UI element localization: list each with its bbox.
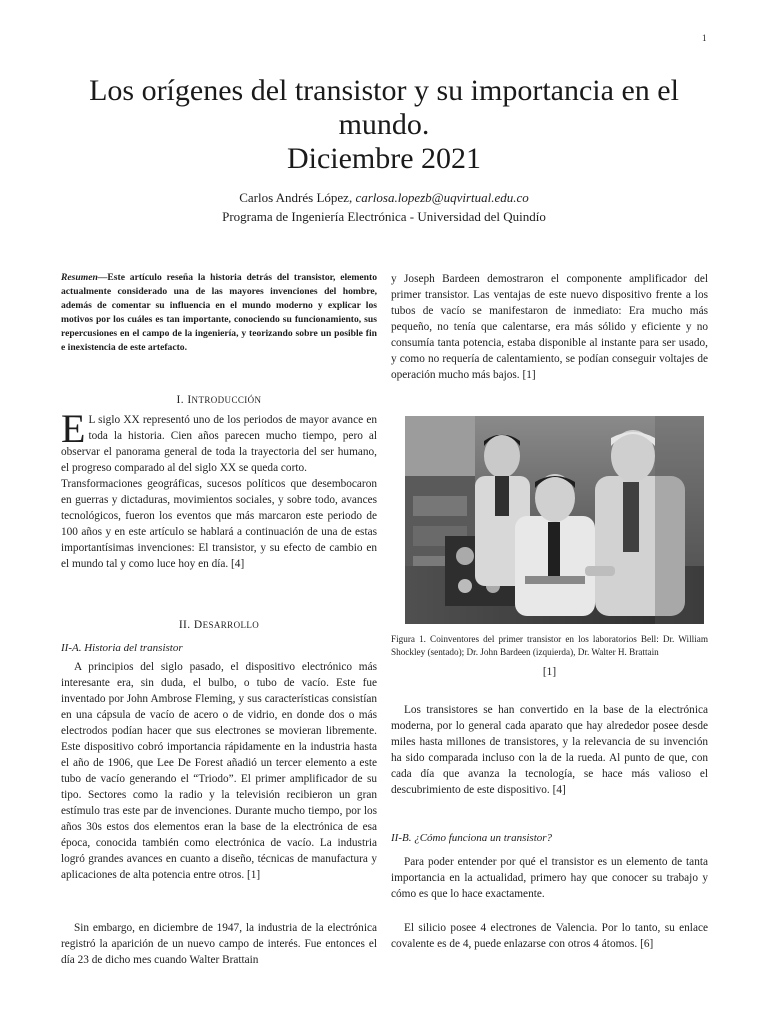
title-line-2: mundo. [338, 108, 430, 141]
abstract [61, 271, 377, 355]
author-email: carlosa.lopezb@uqvirtual.edu.co [355, 190, 529, 205]
figure-reference: [1] [542, 666, 557, 678]
right-paragraph-1: y Joseph Bardeen demostraron el componente amplificador del primer transistor. Las ventajas de este nuevo dispositivo frente a los tubos de vacío se manifestaron de inmediato: Era mucho más pequeño, no tenía que calentarse, era más sólido y eficiente y no consumía tanta potencia, estaba disponible al instante para ser usado, y como no requería de calentamiento, se podían conseguir voltajes de operación mucho más bajos. [1] [391, 273, 708, 381]
history-paragraph-2: Sin embargo, en diciembre de 1947, la industria de la electrónica registró la aparición de un nuevo campo de interés. Fue entonces el día 23 de dicho mes cuando Walter Brattain [61, 922, 377, 966]
title-line-1: Los orígenes del transistor y su importancia en el [89, 74, 679, 107]
right-paragraph-3: Para poder entender por qué el transistor es un elemento de tanta importancia en la actualidad, primero hay que conocer su trabajo y cómo es que lo hace exactamente. [391, 856, 708, 900]
section-heading-desarrollo: II. DESARROLLO [178, 619, 260, 631]
abstract-text: —Este artículo reseña la historia detrás del transistor, elemento actualmente considerado una de las mayores invenciones del hombre, además de comentar su influencia en el mundo moderno y explicar los motivos por los cuáles es tan importante, conociendo su funcionamiento, sus repercusiones en el campo de la ingeniería, y teorizando sobre un posible fin e inexistencia de este artefacto. [61, 272, 377, 353]
intro-paragraph-2: Transformaciones geográficas, sucesos políticos que desembocaron en guerras y dictaduras, movimientos sociales, y sobre todo, avances tecnológicos, fueron los eventos que más marcaron este periodo de 100 años y en este artículo se hablará a continuación de una de estas importantísimas invenciones: El transistor, y su efecto de cambio en el mundo tal y como luce hoy en día. [4] [61, 478, 377, 570]
drop-cap: E [61, 406, 86, 451]
intro-paragraph-1: L siglo XX representó uno de los periodos de mayor avance en toda la historia. Cien años parecen mucho tiempo, pero al observar el panorama general de toda la trayectoria del ser humano, el progreso comparado al del siglo XX se queda corto. [61, 414, 377, 474]
paper-title [40, 74, 728, 176]
title-line-3: Diciembre 2021 [286, 142, 482, 175]
intro-text [61, 406, 377, 572]
figure-photo [405, 416, 704, 624]
subsection-heading-historia: II-A. Historia del transistor [61, 642, 183, 654]
bell-labs-photo-illustration [405, 416, 704, 624]
author-name: Carlos Andrés López, [239, 190, 356, 205]
subsection-heading-funcionamiento: II-B. ¿Cómo funciona un transistor? [391, 832, 553, 844]
page-number: 1 [702, 33, 707, 43]
affiliation: Programa de Ingeniería Electrónica - Universidad del Quindío [222, 209, 546, 224]
history-paragraph-1: A principios del siglo pasado, el dispositivo electrónico más interesante era, sin duda, el bulbo, o tubo de vacío. Este fue inventado por John Ambrose Fleming, y sus características consistían en una cápsula de vacío de acero o de vidrio, en donde dos o más electrodos podían hacer que sus electrones se movieran libremente. Este dispositivo cobró importancia rápidamente en la industria hasta el año de 1906, que Lee De Forest añadió un tercer elemento a este tubo de vacío generando el “Triodo”. El primer amplificador de su tipo. Sectores como la radio y la televisión recibieron un gran estímulo tras este par de invenciones. Durante mucho tiempo, por los años 30s estos dos elementos eran la base de la electrónica de esa época, conocida también como electrónica de vacío. La industria logró grandes avances en cuanto a diseño, técnicas de manufactura y aplicaciones de alta potencia entre otros. [1] [61, 661, 377, 881]
abstract-lead: Resumen [61, 272, 98, 283]
figure-caption: Figura 1. Coinventores del primer transistor en los laboratorios Bell: Dr. William Shockley (sentado); Dr. John Bardeen (izquierda), Dr. Walter H. Brattain [391, 634, 708, 657]
section-heading-intro: I. INTRODUCCIÓN [176, 394, 262, 406]
right-paragraph-4: El silicio posee 4 electrones de Valencia. Por lo tanto, su enlace covalente es de 4, puede enlazarse con otros 4 átomos. [6] [391, 922, 708, 950]
right-paragraph-2: Los transistores se han convertido en la base de la electrónica moderna, por lo general cada aparato que hay alrededor posee desde miles hasta millones de transistores, y la relevancia de su invención ha sido comparada incluso con la de la rueda. Al punto de que, con cada día que avanza la tecnología, se hace más valioso el descubrimiento de este dispositivo. [4] [391, 704, 708, 796]
author-block [40, 188, 728, 226]
